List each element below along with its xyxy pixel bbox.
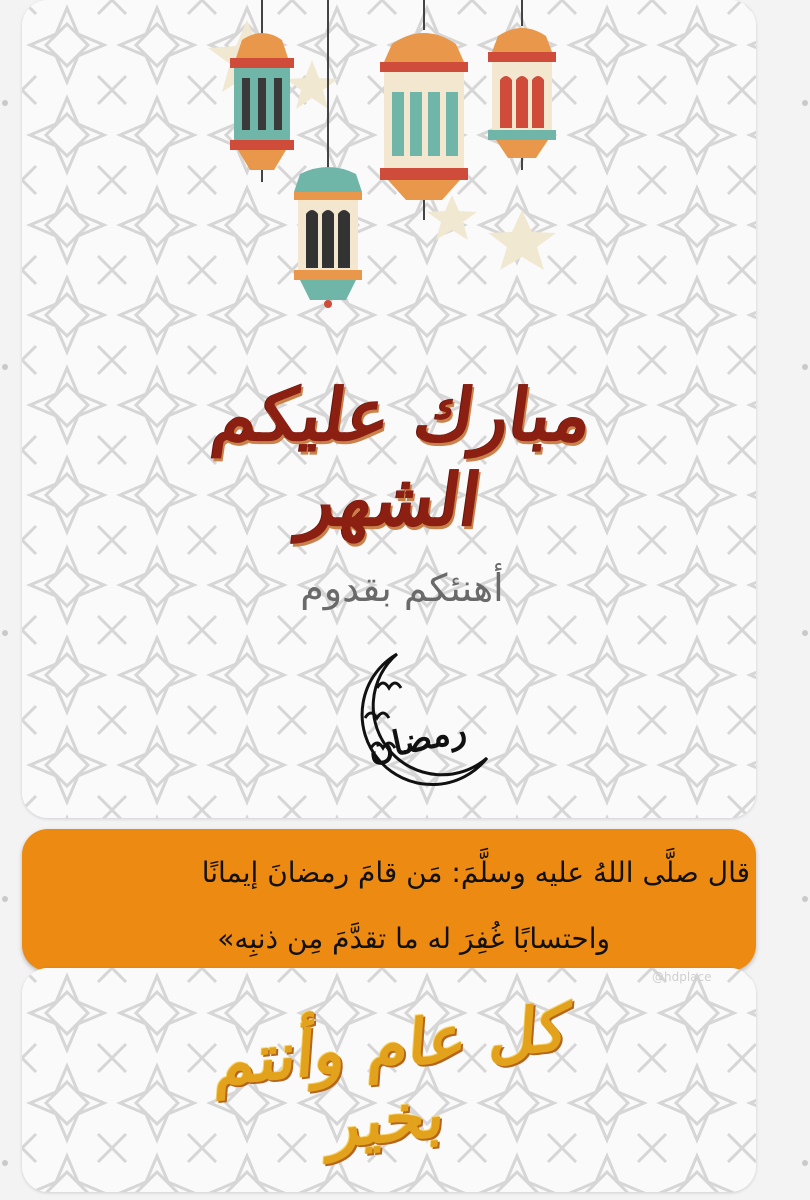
- greeting-text: أهنئكم بقدوم: [300, 566, 504, 610]
- star-icon: [488, 210, 556, 270]
- hanging-lantern-icon: [294, 0, 362, 308]
- closing-calligraphy: كل عام وأنتم بخير: [213, 990, 573, 1164]
- left-edge-dots: [0, 0, 10, 1200]
- hadith-line-2: واحتسابًا غُفِرَ له ما تقدَّمَ مِن ذنبِه»: [217, 922, 610, 955]
- right-edge-dots: [800, 0, 810, 1200]
- hanging-lantern-icon: [230, 0, 294, 182]
- hadith-line-1: قال صلَّى اللهُ عليه وسلَّمَ: مَن قامَ رمضانَ إيمانًا: [201, 856, 750, 889]
- hanging-lantern-icon: [380, 0, 468, 220]
- ramadan-calligraphy: رمضان: [364, 710, 470, 770]
- blessing-calligraphy: مبارك عليكم الشهر: [208, 372, 598, 542]
- watermark: @hdplace: [652, 970, 712, 984]
- hanging-lanterns: [22, 0, 756, 320]
- greeting-card: [22, 0, 756, 818]
- star-icon: [427, 195, 477, 240]
- hanging-lantern-icon: [488, 0, 556, 170]
